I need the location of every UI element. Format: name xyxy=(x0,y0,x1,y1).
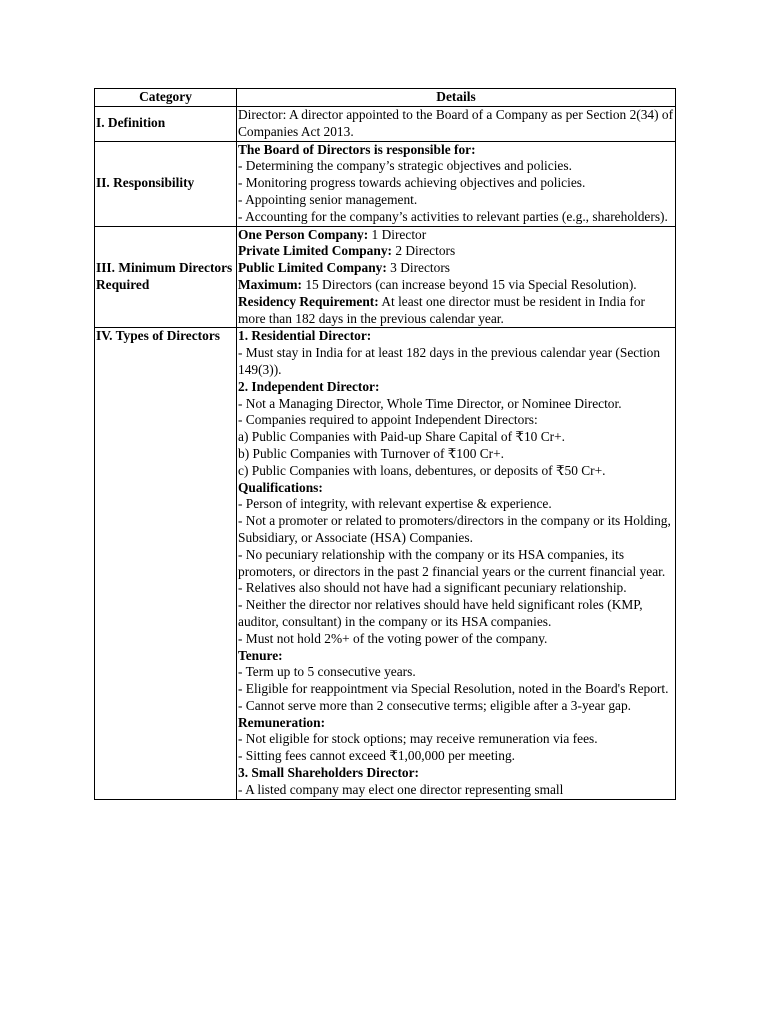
detail-line xyxy=(238,328,674,345)
category-cell-types-of-directors: IV. Types of Directors xyxy=(95,328,237,799)
detail-heading: One Person Company: xyxy=(238,226,369,242)
detail-line xyxy=(238,142,674,159)
detail-line xyxy=(238,429,674,446)
detail-line xyxy=(238,463,674,480)
detail-line xyxy=(238,192,674,209)
detail-text: - A listed company may elect one director representing small xyxy=(238,781,564,797)
detail-text: - No pecuniary relationship with the company or its HSA companies, its promoters, or directors in the past 2 financial years or the current financial year. xyxy=(238,546,666,579)
detail-line xyxy=(238,597,674,631)
detail-line xyxy=(238,345,674,379)
details-cell-types-of-directors xyxy=(237,328,676,799)
detail-text: - Companies required to appoint Independent Directors: xyxy=(238,412,538,428)
detail-text: - Accounting for the company’s activities to relevant parties (e.g., shareholders). xyxy=(238,208,668,224)
detail-line xyxy=(238,107,674,141)
detail-text: Director: A director appointed to the Board of a Company as per Section 2(34) of Companies Act 2013. xyxy=(238,107,674,139)
detail-line xyxy=(238,294,674,328)
detail-line xyxy=(238,547,674,581)
detail-text: - Must stay in India for at least 182 days in the previous calendar year (Section 149(3)). xyxy=(238,345,661,377)
detail-heading: Remuneration: xyxy=(238,714,326,730)
detail-text: At least one director must be resident in India for more than 182 days in the previous calendar year. xyxy=(238,293,645,326)
details-cell-definition xyxy=(237,107,676,142)
category-cell-minimum-directors: III. Minimum Directors Required xyxy=(95,226,237,328)
detail-heading: Public Limited Company: xyxy=(238,260,387,276)
detail-text: - Appointing senior management. xyxy=(238,191,418,207)
category-column-header: Category xyxy=(95,89,237,107)
detail-text: - Not a promoter or related to promoters/directors in the company or its Holding, Subsidiary, or Associate (HSA) Companies. xyxy=(238,513,671,545)
table-row xyxy=(95,328,676,799)
detail-line xyxy=(238,396,674,413)
detail-line xyxy=(238,260,674,277)
detail-heading: 1. Residential Director: xyxy=(238,328,372,344)
detail-line xyxy=(238,446,674,463)
detail-line xyxy=(238,698,674,715)
detail-heading: Maximum: xyxy=(238,276,302,292)
detail-heading: 2. Independent Director: xyxy=(238,378,380,394)
detail-text: - Cannot serve more than 2 consecutive terms; eligible after a 3-year gap. xyxy=(238,697,632,713)
detail-heading: The Board of Directors is responsible for: xyxy=(238,141,476,157)
table-row xyxy=(95,141,676,226)
detail-line xyxy=(238,664,674,681)
directors-table xyxy=(94,88,676,800)
detail-line xyxy=(238,715,674,732)
detail-line xyxy=(238,209,674,226)
table-row xyxy=(95,107,676,142)
detail-line xyxy=(238,681,674,698)
detail-heading: Qualifications: xyxy=(238,479,323,495)
detail-text: - Term up to 5 consecutive years. xyxy=(238,664,416,680)
detail-line xyxy=(238,243,674,260)
detail-heading: Tenure: xyxy=(238,647,283,663)
detail-text: - Not a Managing Director, Whole Time Director, or Nominee Director. xyxy=(238,395,622,411)
detail-line xyxy=(238,158,674,175)
detail-text: b) Public Companies with Turnover of ₹100 Cr+. xyxy=(238,445,505,461)
detail-text: 3 Directors xyxy=(386,260,451,276)
category-cell-responsibility: II. Responsibility xyxy=(95,141,237,226)
detail-line xyxy=(238,496,674,513)
detail-heading: Residency Requirement: xyxy=(238,293,379,309)
detail-text: - Sitting fees cannot exceed ₹1,00,000 per meeting. xyxy=(238,748,515,764)
detail-line xyxy=(238,648,674,665)
detail-line xyxy=(238,412,674,429)
detail-text: c) Public Companies with loans, debentures, or deposits of ₹50 Cr+. xyxy=(238,462,606,478)
category-cell-definition: I. Definition xyxy=(95,107,237,142)
detail-text: a) Public Companies with Paid-up Share Capital of ₹10 Cr+. xyxy=(238,429,565,445)
detail-line xyxy=(238,782,674,799)
detail-line xyxy=(238,731,674,748)
detail-heading: 3. Small Shareholders Director: xyxy=(238,765,420,781)
detail-line xyxy=(238,748,674,765)
table-row xyxy=(95,226,676,328)
detail-line xyxy=(238,480,674,497)
detail-line xyxy=(238,277,674,294)
detail-line xyxy=(238,379,674,396)
detail-line xyxy=(238,765,674,782)
detail-text: - Eligible for reappointment via Special Resolution, noted in the Board's Report. xyxy=(238,681,669,697)
detail-text: 2 Directors xyxy=(391,243,456,259)
detail-text: - Relatives also should not have had a significant pecuniary relationship. xyxy=(238,580,627,596)
detail-text: - Determining the company’s strategic objectives and policies. xyxy=(238,158,572,174)
detail-line xyxy=(238,227,674,244)
details-cell-minimum-directors xyxy=(237,226,676,328)
detail-text: 1 Director xyxy=(368,226,427,242)
detail-text: - Not eligible for stock options; may receive remuneration via fees. xyxy=(238,731,598,747)
detail-text: 15 Directors (can increase beyond 15 via Special Resolution). xyxy=(301,276,637,292)
details-cell-responsibility xyxy=(237,141,676,226)
detail-line xyxy=(238,631,674,648)
detail-text: - Must not hold 2%+ of the voting power of the company. xyxy=(238,630,548,646)
detail-line xyxy=(238,513,674,547)
detail-text: - Neither the director nor relatives should have held significant roles (KMP, auditor, consultant) in the company or its HSA companies. xyxy=(238,597,643,629)
details-column-header: Details xyxy=(237,89,676,107)
table-header-row xyxy=(95,89,676,107)
detail-text: - Monitoring progress towards achieving objectives and policies. xyxy=(238,175,586,191)
detail-text: - Person of integrity, with relevant expertise & experience. xyxy=(238,496,552,512)
detail-line xyxy=(238,580,674,597)
detail-heading: Private Limited Company: xyxy=(238,243,392,259)
detail-line xyxy=(238,175,674,192)
